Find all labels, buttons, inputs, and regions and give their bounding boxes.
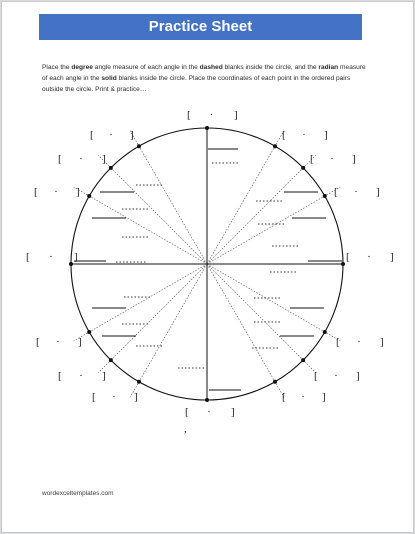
pair-open-bracket-14: [ [282,391,286,403]
angle-point-60 [273,144,277,148]
angle-point-210 [87,330,91,334]
pair-comma-14: · [301,391,305,403]
stray-mark: , [184,423,187,435]
keyword-solid: solid [101,75,117,83]
instructions-text: blanks inside the circle. Place the coordinates of each point in the ordered pairs outside the circle. Print & practice… [42,75,351,94]
pair-comma-7: · [49,251,53,263]
instructions-text: angle measure of each angle in the [92,64,200,71]
instructions-text: Place the [42,64,72,71]
angle-point-120 [137,144,141,148]
pair-comma-0: · [209,109,214,121]
pair-comma-3: · [79,153,83,165]
angle-point-225 [109,358,113,362]
pair-close-bracket-10: ] [380,336,384,348]
pair-comma-6: · [354,186,358,198]
angle-point-330 [323,330,327,334]
pair-comma-2: · [302,129,306,141]
pair-open-bracket-2: [ [282,129,286,141]
pair-close-bracket-11: ] [102,370,106,382]
angle-ray-150 [74,187,207,264]
page-title: Practice Sheet [39,14,362,40]
axis-point-270 [205,398,209,402]
pair-comma-13: · [112,391,116,403]
pair-open-bracket-7: [ [26,251,30,263]
pair-open-bracket-6: [ [334,186,338,198]
pair-close-bracket-12: ] [356,370,360,382]
pair-open-bracket-9: [ [36,336,40,348]
pair-close-bracket-6: ] [376,186,380,198]
angle-ray-60 [207,131,284,264]
pair-open-bracket-12: [ [314,370,318,382]
pair-comma-8: · [367,251,371,263]
pair-close-bracket-13: ] [134,391,138,403]
pair-close-bracket-7: ] [74,251,78,263]
pair-open-bracket-3: [ [58,153,62,165]
pair-comma-1: · [109,129,113,141]
angle-point-315 [301,358,305,362]
pair-close-bracket-2: ] [324,129,328,141]
pair-comma-10: · [357,336,361,348]
pair-open-bracket-10: [ [336,336,340,348]
keyword-degree: degree [71,64,93,71]
pair-comma-9: · [56,336,60,348]
pair-close-bracket-15: ] [231,406,235,418]
pair-comma-15: · [207,406,211,418]
pair-open-bracket-11: [ [58,370,62,382]
unit-circle-diagram [2,2,413,532]
angle-ray-210 [74,264,207,341]
footer-site: wordexceltemplates.com [42,490,114,497]
keyword-radian: radian [318,64,339,71]
angle-point-240 [137,380,141,384]
pair-comma-11: · [79,370,83,382]
angle-ray-45 [207,155,316,264]
pair-close-bracket-1: ] [130,129,134,141]
document-page [1,1,414,533]
pair-close-bracket-9: ] [78,336,82,348]
pair-open-bracket-5: [ [34,186,38,198]
angle-ray-330 [207,264,340,341]
pair-open-bracket-15: [ [185,406,189,418]
axis-point-180 [69,262,73,266]
keyword-dashed: dashed [199,64,223,71]
angle-ray-30 [207,187,340,264]
instructions-text: blanks inside the circle, and the [222,64,319,71]
pair-close-bracket-0: ] [234,109,238,121]
pair-comma-4: · [330,153,334,165]
angle-ray-300 [207,264,284,397]
angle-ray-240 [130,264,207,397]
pair-close-bracket-4: ] [352,153,356,165]
pair-open-bracket-13: [ [92,391,96,403]
pair-close-bracket-14: ] [322,391,326,403]
pair-close-bracket-3: ] [102,153,106,165]
pair-close-bracket-5: ] [76,186,80,198]
angle-ray-135 [98,155,207,264]
angle-ray-315 [207,264,316,373]
pair-comma-12: · [334,370,338,382]
pair-comma-5: · [54,186,58,198]
pair-open-bracket-0: [ [187,109,191,121]
angle-point-300 [273,380,277,384]
pair-open-bracket-8: [ [346,251,350,263]
pair-open-bracket-1: [ [90,129,94,141]
angle-point-45 [301,166,305,170]
angle-ray-225 [98,264,207,373]
angle-point-150 [87,194,91,198]
axis-point-90 [205,126,209,130]
axis-point-0 [341,262,345,266]
angle-point-30 [323,194,327,198]
angle-ray-120 [130,131,207,264]
pair-open-bracket-4: [ [310,153,314,165]
angle-point-135 [109,166,113,170]
instructions-text: measure of each angle in the [42,64,366,83]
pair-close-bracket-8: ] [390,251,394,263]
